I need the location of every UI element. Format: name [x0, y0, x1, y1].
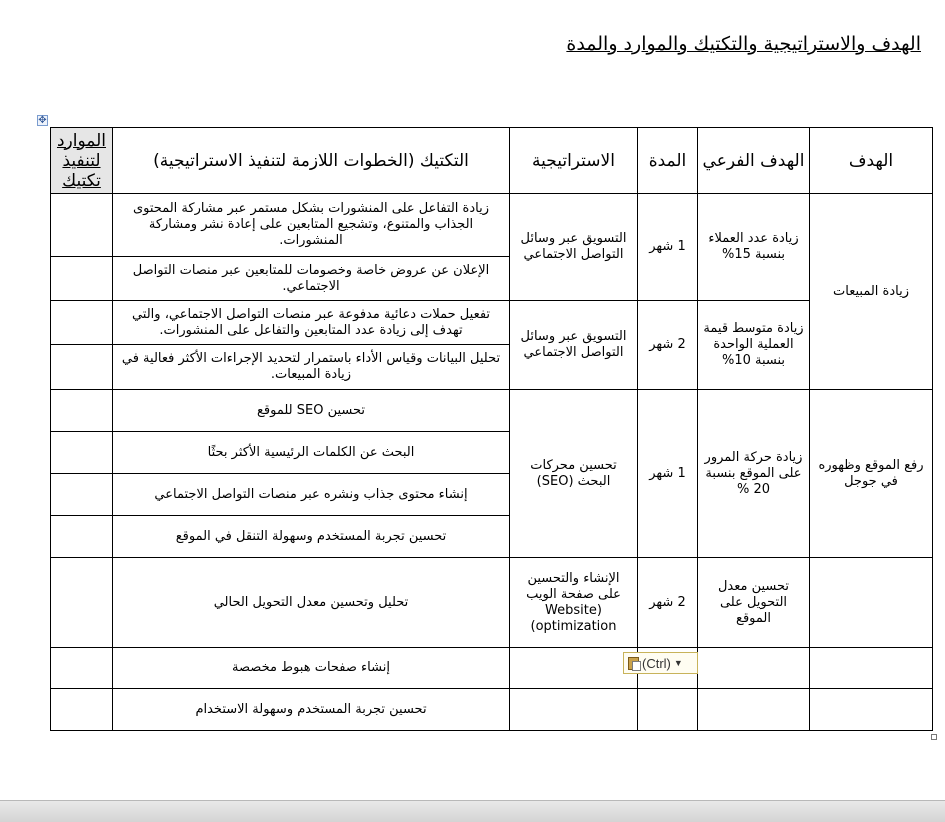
strategy-cell: الإنشاء والتحسين على صفحة الويب (Website optimization): [510, 558, 638, 648]
goal-cell[interactable]: [810, 558, 933, 648]
strategy-cell: التسويق عبر وسائل التواصل الاجتماعي: [510, 301, 638, 390]
resources-cell[interactable]: [51, 301, 113, 345]
subgoal-cell: زيادة متوسط قيمة العملية الواحدة بنسبة 10%: [698, 301, 810, 390]
document-title: الهدف والاستراتيجية والتكتيك والموارد والمدة: [566, 33, 921, 55]
header-goal: الهدف: [810, 128, 933, 194]
duration-cell: 1 شهر: [638, 390, 698, 558]
resources-cell[interactable]: [51, 516, 113, 558]
chevron-down-icon: ▼: [673, 658, 683, 668]
duration-cell: 2 شهر: [638, 558, 698, 648]
subgoal-cell: زيادة حركة المرور على الموقع بنسبة 20 %: [698, 390, 810, 558]
strategy-cell: تحسين محركات البحث (SEO): [510, 390, 638, 558]
strategy-cell: التسويق عبر وسائل التواصل الاجتماعي: [510, 194, 638, 301]
table-resize-handle[interactable]: [931, 734, 937, 740]
tactic-cell: إنشاء محتوى جذاب ونشره عبر منصات التواصل الاجتماعي: [113, 474, 510, 516]
goal-cell[interactable]: [810, 689, 933, 731]
tactic-cell: تحسين تجربة المستخدم وسهولة التنقل في الموقع: [113, 516, 510, 558]
goal-cell[interactable]: [810, 648, 933, 689]
tactic-cell: إنشاء صفحات هبوط مخصصة: [113, 648, 510, 689]
goal-cell: رفع الموقع وظهوره في جوجل: [810, 390, 933, 558]
duration-cell[interactable]: [638, 689, 698, 731]
resources-cell[interactable]: [51, 689, 113, 731]
tactic-cell: تحسين SEO للموقع: [113, 390, 510, 432]
subgoal-cell[interactable]: [698, 689, 810, 731]
header-duration: المدة: [638, 128, 698, 194]
resources-cell[interactable]: [51, 432, 113, 474]
table-row: [51, 648, 933, 689]
header-tactic: التكتيك (الخطوات اللازمة لتنفيذ الاستراتيجية): [113, 128, 510, 194]
table-row: [51, 301, 933, 345]
table-row: [51, 194, 933, 257]
status-bar: [0, 800, 945, 822]
header-resources: الموارد لتنفيذ تكتيك: [51, 128, 113, 194]
resources-cell[interactable]: [51, 345, 113, 390]
tactic-cell: تحليل البيانات وقياس الأداء باستمرار لتحديد الإجراءات الأكثر فعالية في زيادة المبيعات.: [113, 345, 510, 390]
subgoal-cell[interactable]: [698, 648, 810, 689]
table-row: [51, 689, 933, 731]
paste-options-label: (Ctrl): [642, 655, 671, 671]
resources-cell[interactable]: [51, 648, 113, 689]
subgoal-cell: تحسين معدل التحويل على الموقع: [698, 558, 810, 648]
table-row: [51, 390, 933, 432]
tactic-cell: البحث عن الكلمات الرئيسية الأكثر بحثًا: [113, 432, 510, 474]
tactic-cell: تفعيل حملات دعائية مدفوعة عبر منصات التواصل الاجتماعي، والتي تهدف إلى زيادة عدد المتابعين والتفاعل على المنشورات.: [113, 301, 510, 345]
subgoal-cell: زيادة عدد العملاء بنسبة 15%: [698, 194, 810, 301]
resources-cell[interactable]: [51, 390, 113, 432]
goal-cell: زيادة المبيعات: [810, 194, 933, 390]
resources-cell[interactable]: [51, 558, 113, 648]
tactic-cell: تحليل وتحسين معدل التحويل الحالي: [113, 558, 510, 648]
tactic-cell: تحسين تجربة المستخدم وسهولة الاستخدام: [113, 689, 510, 731]
move-icon[interactable]: ✥: [38, 115, 47, 126]
clipboard-icon: [628, 657, 639, 670]
resources-cell[interactable]: [51, 474, 113, 516]
duration-cell: 2 شهر: [638, 301, 698, 390]
duration-cell: 1 شهر: [638, 194, 698, 301]
header-strategy: الاستراتيجية: [510, 128, 638, 194]
resources-cell[interactable]: [51, 257, 113, 301]
strategy-cell[interactable]: [510, 689, 638, 731]
tactic-cell: زيادة التفاعل على المنشورات بشكل مستمر عبر مشاركة المحتوى الجذاب والمتنوع، وتشجيع المتابعين على إعادة نشر ومشاركة المنشورات.: [113, 194, 510, 257]
tactic-cell: الإعلان عن عروض خاصة وخصومات للمتابعين عبر منصات التواصل الاجتماعي.: [113, 257, 510, 301]
paste-options-button[interactable]: [623, 652, 698, 674]
header-subgoal: الهدف الفرعي: [698, 128, 810, 194]
strategy-cell[interactable]: [510, 648, 638, 689]
table-header-row: [51, 128, 933, 194]
strategy-table: [50, 127, 933, 731]
table-row: [51, 558, 933, 648]
resources-cell[interactable]: [51, 194, 113, 257]
